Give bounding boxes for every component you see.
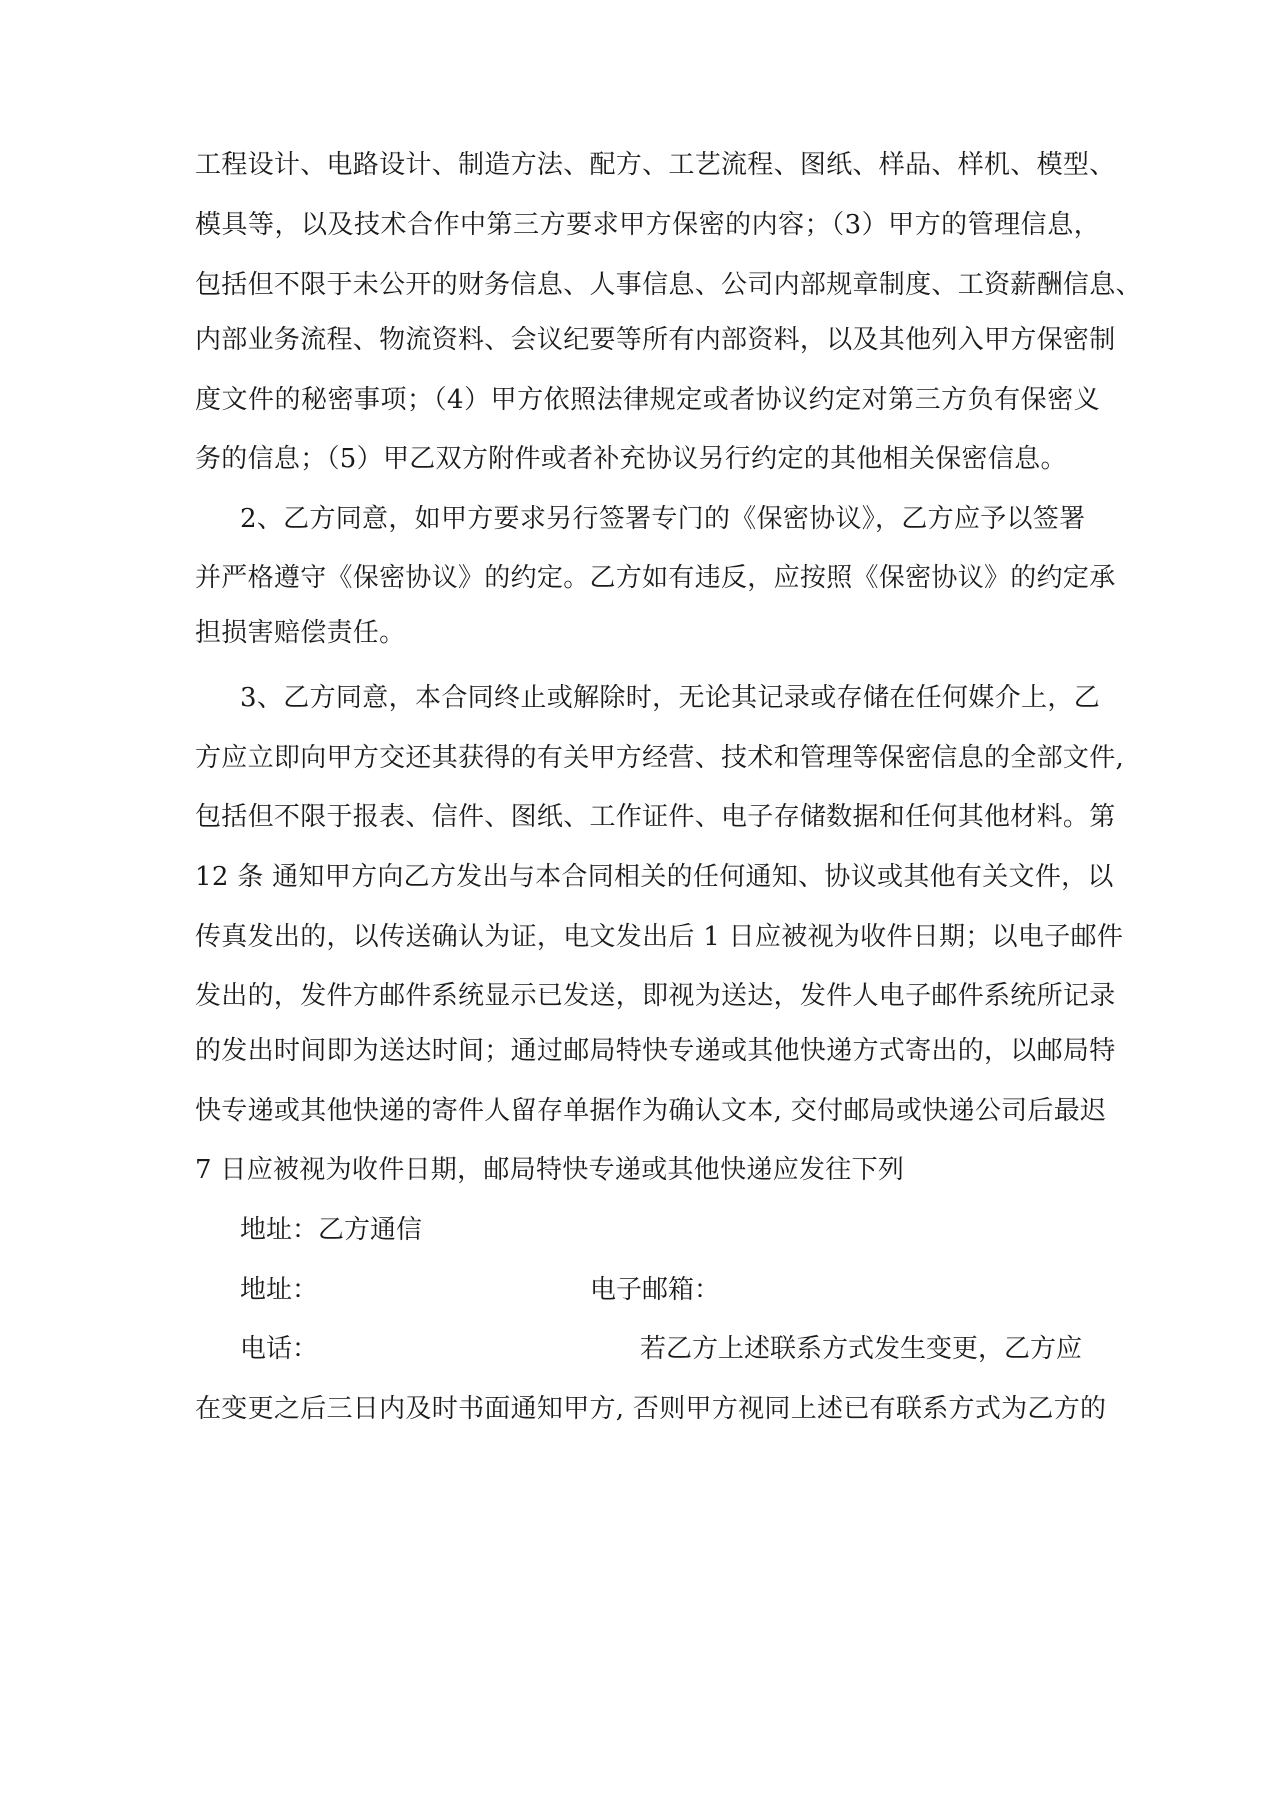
p1-line-3: 包括但不限于未公开的财务信息、人事信息、公司内部规章制度、工资薪酬信息、	[195, 270, 1142, 300]
p1-line-5: 度文件的秘密事项；（4）甲方依照法律规定或者协议约定对第三方负有保密义	[195, 385, 1100, 415]
p3-line-5: 传真发出的，以传送确认为证，电文发出后 1 日应被视为收件日期；以电子邮件	[195, 922, 1124, 952]
email-label: 电子邮箱：	[590, 1275, 721, 1305]
p2-line-3: 担损害赔偿责任。	[195, 618, 406, 648]
p3-line-9: 7 日应被视为收件日期，邮局特快专递或其他快递应发往下列	[195, 1155, 905, 1185]
phone-label: 电话：	[240, 1334, 319, 1364]
p3-line-1: 3、乙方同意，本合同终止或解除时，无论其记录或存储在任何媒介上，乙	[240, 683, 1100, 713]
p3-line-7: 的发出时间即为送达时间；通过邮局特快专递或其他快递方式寄出的，以邮局特	[195, 1036, 1116, 1066]
p1-line-4: 内部业务流程、物流资料、会议纪要等所有内部资料，以及其他列入甲方保密制	[195, 325, 1116, 355]
p2-line-2: 并严格遵守《保密协议》的约定。乙方如有违反，应按照《保密协议》的约定承	[195, 563, 1116, 593]
p3-line-2: 方应立即向甲方交还其获得的有关甲方经营、技术和管理等保密信息的全部文件,	[195, 743, 1125, 773]
p3-line-3: 包括但不限于报表、信件、图纸、工作证件、电子存储数据和任何其他材料。第	[195, 802, 1116, 832]
p3-line-8: 快专递或其他快递的寄件人留存单据作为确认文本, 交付邮局或快递公司后最迟	[195, 1096, 1107, 1126]
p3-line-4: 12 条 通知甲方向乙方发出与本合同相关的任何通知、协议或其他有关文件，以	[195, 862, 1114, 892]
address-label: 地址：	[240, 1275, 319, 1305]
change-notice-start: 若乙方上述联系方式发生变更，乙方应	[640, 1334, 1083, 1364]
p1-line-6: 务的信息；（5）甲乙双方附件或者补充协议另行约定的其他相关保密信息。	[195, 444, 1067, 474]
change-notice-end: 在变更之后三日内及时书面通知甲方, 否则甲方视同上述已有联系方式为乙方的	[195, 1394, 1107, 1424]
p1-line-1: 工程设计、电路设计、制造方法、配方、工艺流程、图纸、样品、样机、模型、	[195, 150, 1116, 180]
p3-line-6: 发出的，发件方邮件系统显示已发送，即视为送达，发件人电子邮件系统所记录	[195, 981, 1116, 1011]
address-header: 地址：乙方通信	[240, 1215, 423, 1245]
p1-line-2: 模具等，以及技术合作中第三方要求甲方保密的内容；（3）甲方的管理信息，	[195, 210, 1100, 240]
p2-line-1: 2、乙方同意，如甲方要求另行签署专门的《保密协议》，乙方应予以签署	[240, 504, 1086, 534]
